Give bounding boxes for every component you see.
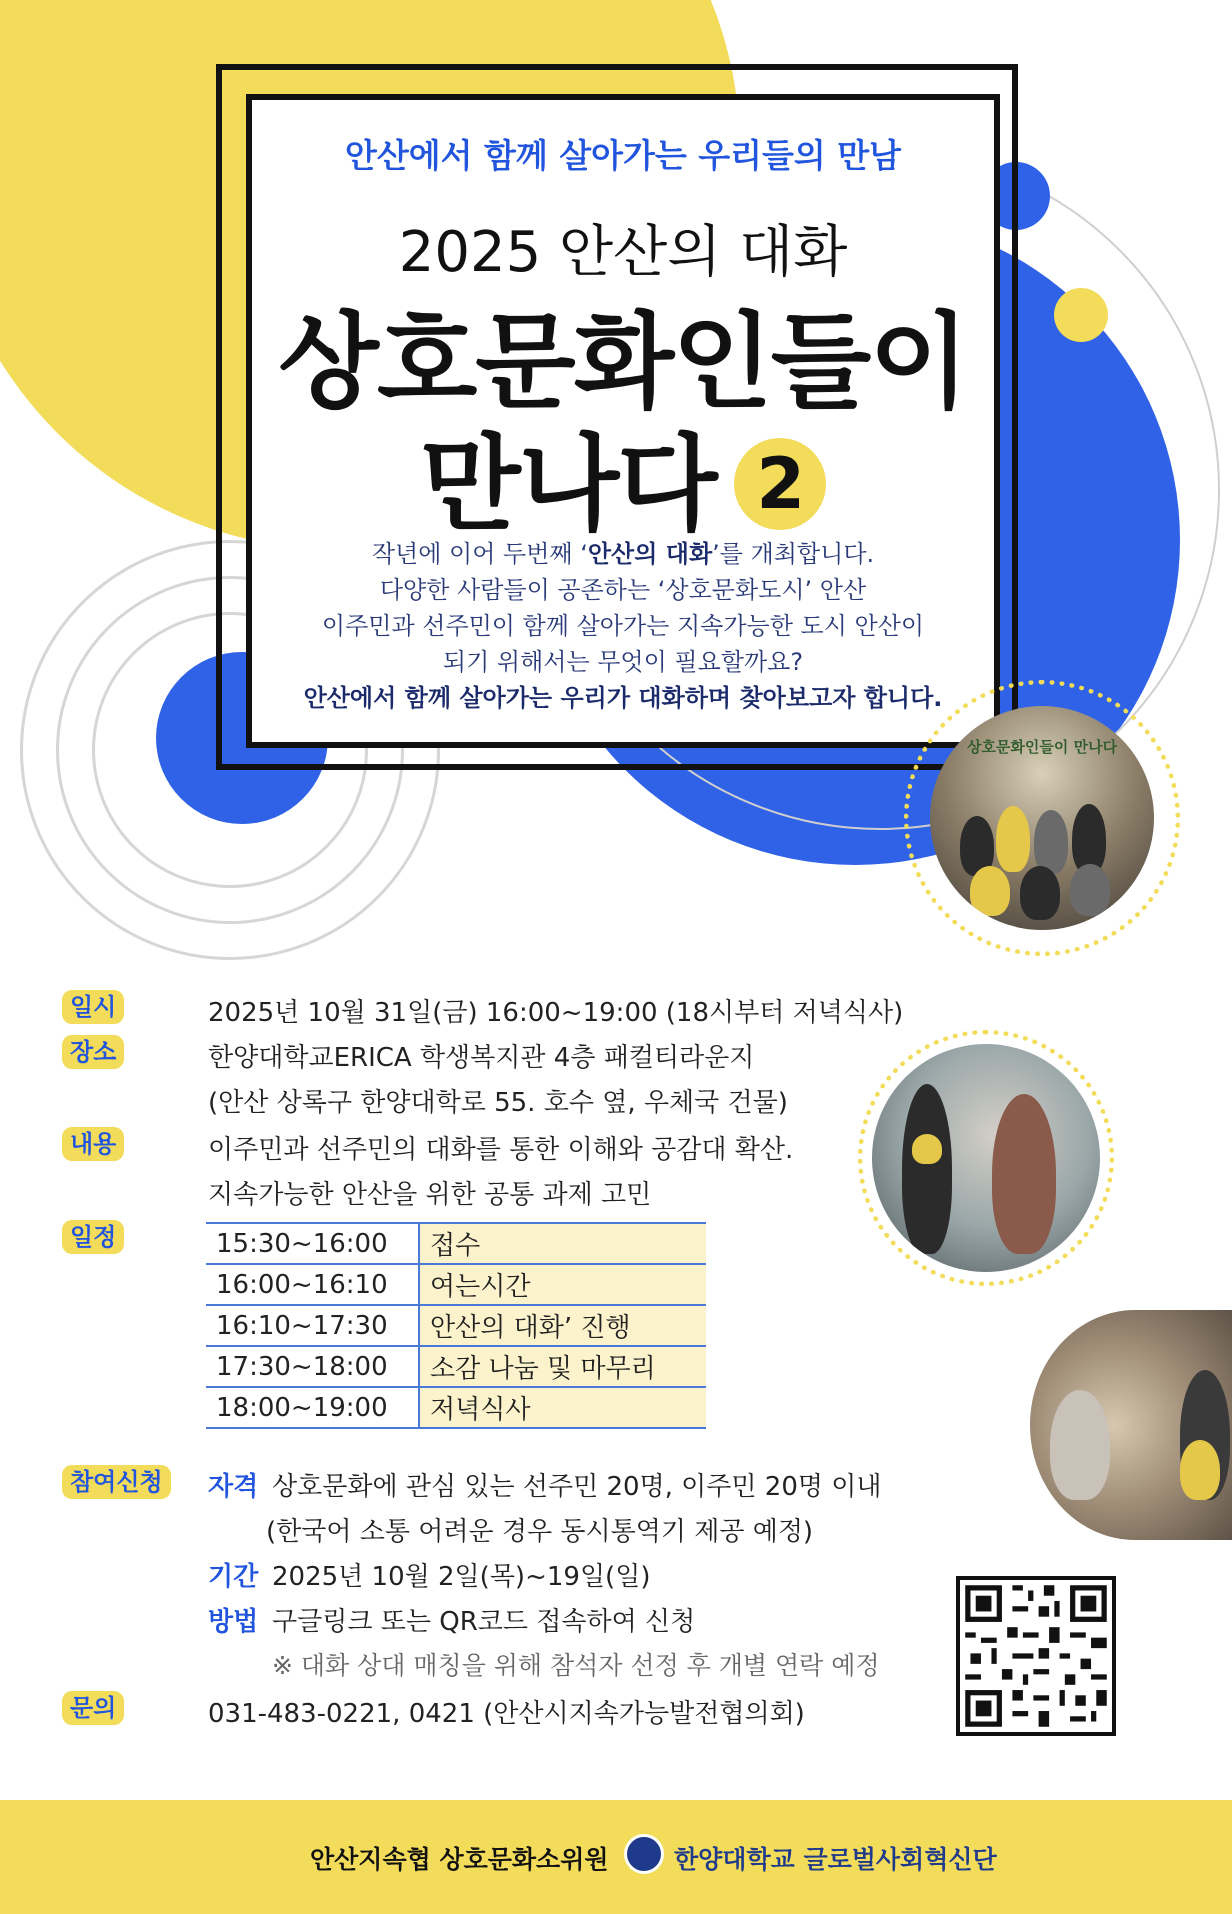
schedule-activity: 저녁식사	[419, 1387, 706, 1428]
method-value: 구글링크 또는 QR코드 접속하여 신청	[272, 1607, 696, 1637]
content-label: 내용	[62, 1127, 124, 1161]
footer-bar	[0, 1800, 1232, 1914]
place-label: 장소	[62, 1035, 124, 1069]
photo-figure	[992, 1094, 1056, 1254]
intro-line-3: 이주민과 선주민이 함께 살아가는 지속가능한 도시 안산이	[321, 612, 925, 640]
qualification-label: 자격	[208, 1472, 259, 1502]
schedule-activity: 소감 나눔 및 마무리	[419, 1346, 706, 1387]
schedule-row	[206, 1223, 706, 1264]
footer-org-1: 안산지속협 상호문화소위원	[310, 1845, 609, 1874]
contact-label: 문의	[62, 1691, 124, 1725]
kicker-text: 안산에서 함께 살아가는 우리들의 만남	[344, 136, 901, 175]
title-card	[246, 94, 1000, 748]
schedule-time: 17:30~18:00	[206, 1346, 419, 1387]
photo-figure	[1020, 866, 1060, 920]
schedule-time: 16:10~17:30	[206, 1305, 419, 1346]
photo-figure	[996, 806, 1030, 872]
schedule-activity: 접수	[419, 1223, 706, 1264]
main-title-line2	[252, 400, 994, 550]
schedule-row	[206, 1387, 706, 1428]
schedule-time: 18:00~19:00	[206, 1387, 419, 1428]
intro-line-1a: 작년에 이어 두번째 ‘	[371, 540, 588, 568]
schedule-label: 일정	[62, 1220, 124, 1254]
photo-figure	[1070, 864, 1110, 916]
edition-badge: 2	[734, 438, 826, 530]
qualification-value-1: 상호문화에 관심 있는 선주민 20명, 이주민 20명 이내	[272, 1472, 882, 1502]
intro-line-1b: 안산의 대화	[587, 540, 713, 568]
intro-line-5: 안산에서 함께 살아가는 우리가 대화하며 찾아보고자 합니다.	[303, 684, 943, 712]
qr-code-icon	[960, 1580, 1112, 1732]
schedule-time: 16:00~16:10	[206, 1264, 419, 1305]
intro-line-2: 다양한 사람들이 공존하는 ‘상호문화도시’ 안산	[379, 576, 867, 604]
intro-line-1	[252, 536, 994, 572]
photo-figure	[970, 866, 1010, 916]
photo-figure	[1180, 1440, 1220, 1500]
schedule-activity: 여는시간	[419, 1264, 706, 1305]
schedule-row	[206, 1264, 706, 1305]
intro-line-1c: ’를 개최합니다.	[712, 540, 875, 568]
qualification-value-2: (한국어 소통 어려운 경우 동시통역기 제공 예정)	[266, 1517, 814, 1547]
place-value-1: 한양대학교ERICA 학생복지관 4층 패컬티라운지	[208, 1043, 755, 1073]
photo-figure	[902, 1084, 952, 1254]
photo-figure	[912, 1134, 942, 1164]
speaker-photo-2	[872, 1044, 1100, 1272]
matching-note: ※ 대화 상대 매칭을 위해 참석자 선정 후 개별 연락 예정	[272, 1651, 880, 1680]
intro-text	[252, 536, 994, 716]
period-value: 2025년 10월 2일(목)~19일(일)	[272, 1562, 651, 1592]
footer-org-2: 한양대학교 글로벌사회혁신단	[674, 1845, 997, 1874]
main-title-line1: 상호문화인들이	[278, 301, 968, 423]
yellow-dot-decor	[1054, 288, 1108, 342]
intro-line-4: 되기 위해서는 무엇이 필요할까요?	[442, 648, 804, 676]
hanyang-logo-icon	[624, 1834, 664, 1874]
main-title-line2-text: 만나다	[420, 423, 716, 545]
method-label: 방법	[208, 1607, 259, 1637]
place-value-2: (안산 상록구 한양대학로 55. 호수 옆, 우체국 건물)	[208, 1088, 788, 1118]
discussion-photo-3	[1030, 1310, 1232, 1540]
period-label: 기간	[208, 1562, 259, 1592]
photo-figure	[1034, 810, 1068, 874]
schedule-activity: 안산의 대화’ 진행	[419, 1305, 706, 1346]
content-value-1: 이주민과 선주민의 대화를 통한 이해와 공감대 확산.	[208, 1135, 794, 1165]
apply-label: 참여신청	[62, 1465, 171, 1499]
photo-figure	[1050, 1390, 1110, 1500]
group-photo-1-caption: 상호문화인들이 만나다	[966, 738, 1118, 756]
content-value-2: 지속가능한 안산을 위한 공통 과제 고민	[208, 1180, 652, 1210]
group-photo-1	[930, 706, 1154, 930]
schedule-row	[206, 1305, 706, 1346]
date-value: 2025년 10월 31일(금) 16:00~19:00 (18시부터 저녁식사)	[208, 998, 904, 1028]
schedule-row	[206, 1346, 706, 1387]
contact-value: 031-483-0221, 0421 (안산시지속가능발전협의회)	[208, 1699, 805, 1729]
date-label: 일시	[62, 990, 124, 1024]
qr-code[interactable]	[956, 1576, 1116, 1736]
schedule-time: 15:30~16:00	[206, 1223, 419, 1264]
schedule-table	[206, 1222, 706, 1429]
year-title: 2025 안산의 대화	[398, 220, 848, 285]
